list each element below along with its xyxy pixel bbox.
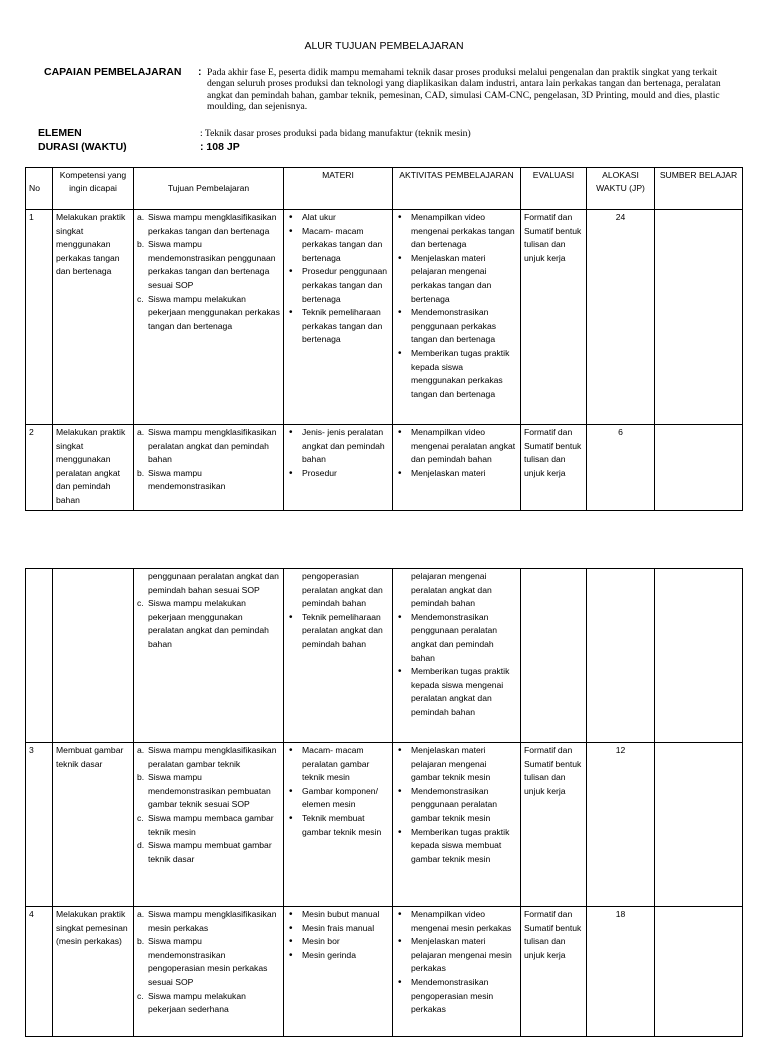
table-row	[26, 425, 743, 511]
lettered-item	[137, 839, 280, 866]
aktivitas-list	[396, 211, 517, 401]
cell-no: 1	[26, 210, 53, 425]
item-marker: b.	[137, 467, 145, 478]
bullet-item: • Memberikan tugas praktik kepada siswa menggunakan perkakas tangan dan bertenaga	[396, 347, 517, 401]
bullet-item: • Alat ukur	[287, 211, 389, 225]
elemen-text: : Teknik dasar proses produksi pada bidang manufaktur (teknik mesin)	[200, 128, 471, 139]
bullet-item: • Menampilkan video mengenai mesin perkakas	[396, 908, 517, 935]
lettered-item	[137, 467, 280, 494]
lettered-item	[137, 812, 280, 839]
bullet-item: • Teknik membuat gambar teknik mesin	[287, 812, 389, 839]
cell-kompetensi: Melakukan praktik singkat pemesinan (mesin perkakas)	[53, 907, 134, 1037]
bullet-item: • Teknik pemeliharaan peralatan angkat dan pemindah bahan	[287, 611, 389, 652]
bullet-item: • Prosedur penggunaan perkakas tangan dan bertenaga	[287, 265, 389, 306]
aktivitas-list	[396, 908, 517, 1017]
bullet-item: • Jenis- jenis peralatan angkat dan pemindah bahan	[287, 426, 389, 467]
bullet-item: • Mesin bor	[287, 935, 389, 949]
bullet-item: • Mesin gerinda	[287, 949, 389, 963]
lettered-item	[137, 211, 280, 238]
document-title: ALUR TUJUAN PEMBELAJARAN	[304, 40, 464, 52]
table-row	[26, 907, 743, 1037]
cell-kompetensi: Membuat gambar teknik dasar	[53, 743, 134, 907]
cell-no: 4	[26, 907, 53, 1037]
bullet-item: • Mendemonstrasikan penggunaan perkakas tangan dan bertenaga	[396, 306, 517, 347]
header-no: No	[26, 168, 53, 210]
aktivitas-list	[396, 426, 517, 480]
lettered-item	[137, 771, 280, 812]
cell-aktivitas	[393, 569, 521, 743]
cell-tujuan	[134, 569, 284, 743]
item-text: Siswa mampu melakukan pekerjaan menggunakan perkakas tangan dan bertenaga	[148, 293, 280, 331]
cell-alokasi	[587, 569, 655, 743]
cell-tujuan	[134, 743, 284, 907]
tujuan-list	[137, 211, 280, 333]
cell-aktivitas	[393, 425, 521, 511]
table-row	[26, 210, 743, 425]
tujuan-continued: penggunaan peralatan angkat dan pemindah bahan sesuai SOP	[148, 571, 279, 595]
item-text: Siswa mampu mengklasifikasikan perkakas tangan dan bertenaga	[148, 212, 277, 236]
bullet-item: • Mendemonstrasikan penggunaan peralatan angkat dan pemindah bahan	[396, 611, 517, 665]
bullet-item: • Mendemonstrasikan pengoperasian mesin perkakas	[396, 976, 517, 1017]
header-sumber: SUMBER BELAJAR	[655, 168, 743, 210]
bullet-item: • Menjelaskan materi pelajaran mengenai perkakas tangan dan bertenaga	[396, 252, 517, 306]
bullet-item: • Menampilkan video mengenai peralatan angkat dan pemindah bahan	[396, 426, 517, 467]
materi-list	[287, 426, 389, 480]
item-text: Siswa mampu melakukan pekerjaan menggunakan peralatan angkat dan pemindah bahan	[148, 598, 269, 649]
item-text: Siswa mampu mengklasifikasikan peralatan gambar teknik	[148, 745, 277, 769]
header-kompetensi: Kompetensi yang ingin dicapai	[53, 168, 134, 210]
cell-materi	[284, 907, 393, 1037]
header-aktivitas: AKTIVITAS PEMBELAJARAN	[393, 168, 521, 210]
aktivitas-continued: pelajaran mengenai peralatan angkat dan pemindah bahan	[411, 571, 492, 609]
lettered-item	[137, 238, 280, 292]
header-tujuan: Tujuan Pembelajaran	[134, 168, 284, 210]
item-text: Siswa mampu membuat gambar teknik dasar	[148, 840, 272, 864]
bullet-item: • Menjelaskan materi pelajaran mengenai mesin perkakas	[396, 935, 517, 976]
header-evaluasi: EVALUASI	[521, 168, 587, 210]
durasi-label: DURASI (WAKTU)	[38, 141, 127, 153]
cell-evaluasi: Formatif dan Sumatif bentuk tulisan dan unjuk kerja	[521, 210, 587, 425]
item-marker: a.	[137, 427, 145, 437]
cell-no: 3	[26, 743, 53, 907]
bullet-item: • Teknik pemeliharaan perkakas tangan dan bertenaga	[287, 306, 389, 347]
cell-sumber	[655, 210, 743, 425]
cell-alokasi: 6	[587, 425, 655, 511]
bullet-item: • Gambar komponen/ elemen mesin	[287, 785, 389, 812]
cell-sumber	[655, 743, 743, 907]
bullet-item: • Macam- macam perkakas tangan dan bertenaga	[287, 225, 389, 266]
bullet-item: • Prosedur	[287, 467, 389, 481]
item-text: Siswa mampu membaca gambar teknik mesin	[148, 812, 274, 837]
elemen-label: ELEMEN	[38, 127, 82, 139]
item-marker: c.	[137, 812, 144, 823]
cell-materi	[284, 569, 393, 743]
item-marker: c.	[137, 598, 144, 609]
cell-sumber	[655, 907, 743, 1037]
item-text: Siswa mampu mendemonstrasikan pengoperasian mesin perkakas sesuai SOP	[148, 936, 268, 987]
cell-materi	[284, 425, 393, 511]
lettered-item	[137, 293, 280, 334]
lettered-item	[137, 744, 280, 771]
cell-tujuan	[134, 210, 284, 425]
tujuan-list	[137, 908, 280, 1017]
bullet-item: • Mendemonstrasikan penggunaan peralatan gambar teknik mesin	[396, 785, 517, 826]
bullet-item: • Macam- macam peralatan gambar teknik mesin	[287, 744, 389, 785]
materi-continued: pengoperasian peralatan angkat dan pemindah bahan	[302, 571, 383, 609]
item-text: Siswa mampu mendemonstrasikan pembuatan gambar teknik sesuai SOP	[148, 772, 271, 810]
aktivitas-list	[396, 744, 517, 866]
lettered-item	[137, 426, 280, 467]
materi-list	[287, 211, 389, 347]
materi-list	[287, 744, 389, 839]
materi-list	[287, 611, 389, 652]
cell-materi	[284, 210, 393, 425]
item-text: Siswa mampu mengklasifikasikan peralatan angkat dan pemindah bahan	[148, 427, 277, 465]
bullet-item: • Menjelaskan materi pelajaran mengenai gambar teknik mesin	[396, 744, 517, 785]
lettered-item	[137, 990, 280, 1017]
item-marker: a.	[137, 909, 145, 919]
aktivitas-list	[396, 611, 517, 720]
cell-tujuan	[134, 425, 284, 511]
cell-kompetensi	[53, 569, 134, 743]
lettered-item	[137, 908, 280, 935]
item-text: Siswa mampu melakukan pekerjaan sederhana	[148, 990, 246, 1015]
atp-table-page1	[25, 167, 743, 511]
item-marker: a.	[137, 212, 145, 222]
item-marker: c.	[137, 293, 144, 304]
cell-no: 2	[26, 425, 53, 511]
bullet-item: • Mesin bubut manual	[287, 908, 389, 922]
tujuan-list	[137, 426, 280, 494]
cell-tujuan	[134, 907, 284, 1037]
cell-alokasi: 18	[587, 907, 655, 1037]
item-text: Siswa mampu mengklasifikasikan mesin perkakas	[148, 909, 277, 933]
cell-evaluasi: Formatif dan Sumatif bentuk tulisan dan unjuk kerja	[521, 425, 587, 511]
item-marker: d.	[137, 840, 145, 851]
item-marker: a.	[137, 745, 145, 755]
item-marker: b.	[137, 772, 145, 783]
bullet-item: • Mesin frais manual	[287, 922, 389, 936]
cell-evaluasi	[521, 569, 587, 743]
item-marker: b.	[137, 239, 145, 250]
lettered-item	[137, 597, 280, 651]
cell-kompetensi: Melakukan praktik singkat menggunakan peralatan angkat dan pemindah bahan	[53, 425, 134, 511]
cell-sumber	[655, 569, 743, 743]
table-row	[26, 743, 743, 907]
cell-evaluasi: Formatif dan Sumatif bentuk tulisan dan unjuk kerja	[521, 907, 587, 1037]
tujuan-list	[137, 597, 280, 651]
item-text: Siswa mampu mendemonstrasikan penggunaan perkakas tangan dan bertenaga sesuai SOP	[148, 239, 276, 290]
bullet-item: • Memberikan tugas praktik kepada siswa mengenai peralatan angkat dan pemindah bahan	[396, 665, 517, 719]
bullet-item: • Menampilkan video mengenai perkakas tangan dan bertenaga	[396, 211, 517, 252]
cell-aktivitas	[393, 907, 521, 1037]
header-alokasi: ALOKASI WAKTU (JP)	[587, 168, 655, 210]
capaian-colon: :	[198, 66, 202, 78]
materi-list	[287, 908, 389, 962]
table-row-continued	[26, 569, 743, 743]
table-header-row	[26, 168, 743, 210]
cell-alokasi: 12	[587, 743, 655, 907]
tujuan-list	[137, 744, 280, 866]
bullet-item: • Memberikan tugas praktik kepada siswa membuat gambar teknik mesin	[396, 826, 517, 867]
cell-sumber	[655, 425, 743, 511]
header-materi: MATERI	[284, 168, 393, 210]
cell-aktivitas	[393, 210, 521, 425]
cell-no	[26, 569, 53, 743]
durasi-text: : 108 JP	[200, 141, 240, 153]
capaian-label: CAPAIAN PEMBELAJARAN	[44, 66, 182, 78]
item-marker: b.	[137, 936, 145, 947]
item-text: Siswa mampu mendemonstrasikan	[148, 467, 226, 492]
cell-kompetensi: Melakukan praktik singkat menggunakan perkakas tangan dan bertenaga	[53, 210, 134, 425]
cell-alokasi: 24	[587, 210, 655, 425]
bullet-item: • Menjelaskan materi	[396, 467, 517, 481]
lettered-item	[137, 935, 280, 989]
cell-materi	[284, 743, 393, 907]
capaian-text: Pada akhir fase E, peserta didik mampu memahami teknik dasar proses produksi melalui pengenalan dan praktik singkat yang terkait dengan seluruh proses produksi dan teknologi yang diaplikasikan dalam industri, antara lain perkakas tangan dan bertenaga, peralatan angkat dan pemindah bahan, gambar teknik, pemesinan, CAD, simulasi CAM-CNC, pengelasan, 3D Printing, mould and dies, plastic moulding, dan sejenisnya.	[207, 67, 721, 112]
cell-aktivitas	[393, 743, 521, 907]
cell-evaluasi: Formatif dan Sumatif bentuk tulisan dan unjuk kerja	[521, 743, 587, 907]
item-marker: c.	[137, 990, 144, 1001]
atp-table-page2	[25, 568, 743, 1037]
